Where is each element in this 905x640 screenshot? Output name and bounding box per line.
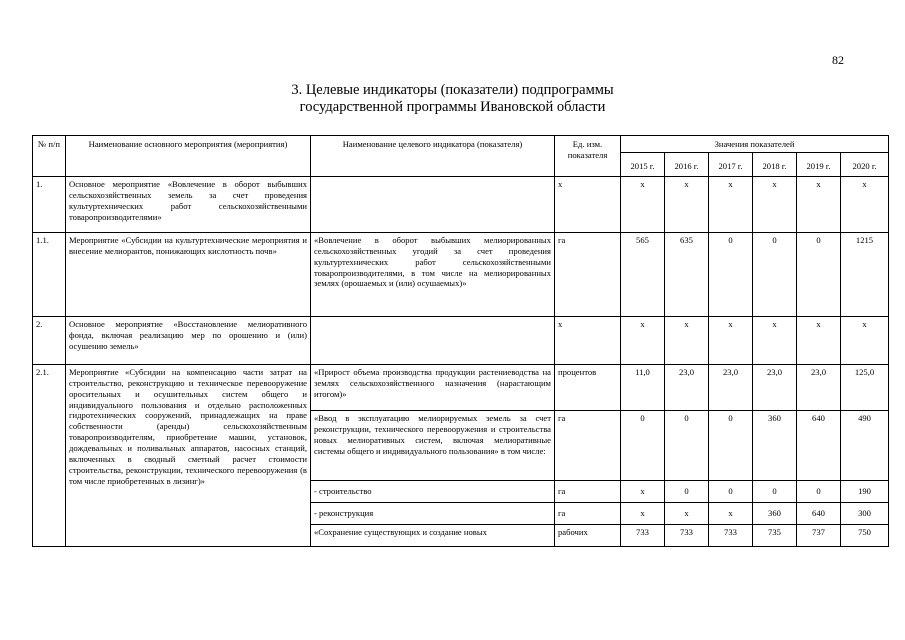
header-year: 2015 г. xyxy=(621,152,665,176)
row-num: 1.1. xyxy=(33,232,66,316)
row-unit: х xyxy=(555,316,621,364)
row-unit: процентов xyxy=(555,364,621,410)
row-unit: рабочих xyxy=(555,524,621,546)
row-value: 23,0 xyxy=(665,364,709,410)
row-value: 23,0 xyxy=(709,364,753,410)
row-value: 190 xyxy=(841,480,889,502)
row-event: Мероприятие «Субсидии на компенсацию части затрат на строительство, реконструкцию и техническое перевооружение оросительных и осушительных систем общего и индивидуального пользования и отдельно расположенных гидротехнических сооружений, принадлежащих на праве собственности (аренды) сельскохозяйственным товаропроизводителям, приобретение машин, установок, дождевальных и поливальных аппаратов, насосных станций, включенных в сводный сметный расчет стоимости строительства, реконструкции, технического перевооружения (в том числе приобретенных в лизинг)» xyxy=(66,364,311,546)
row-unit: га xyxy=(555,232,621,316)
row-value: 23,0 xyxy=(797,364,841,410)
row-value: 0 xyxy=(621,410,665,480)
row-value: х xyxy=(709,502,753,524)
row-value: 640 xyxy=(797,502,841,524)
row-value: 0 xyxy=(797,480,841,502)
row-value: 23,0 xyxy=(753,364,797,410)
row-value: х xyxy=(665,176,709,232)
row-indicator: - реконструкция xyxy=(311,502,555,524)
row-num: 2. xyxy=(33,316,66,364)
row-value: 490 xyxy=(841,410,889,480)
row-indicator: «Прирост объема производства продукции растениеводства на землях сельскохозяйственного назначения (нарастающим итогом)» xyxy=(311,364,555,410)
title-line-2: государственной программы Ивановской области xyxy=(299,99,606,115)
row-value: 735 xyxy=(753,524,797,546)
row-event: Мероприятие «Субсидии на культуртехнические мероприятия и внесение мелиорантов, понижающих кислотность почв» xyxy=(66,232,311,316)
row-value: 635 xyxy=(665,232,709,316)
row-value: х xyxy=(621,176,665,232)
header-year: 2018 г. xyxy=(753,152,797,176)
row-value: х xyxy=(797,176,841,232)
header-num: № п/п xyxy=(33,136,66,177)
row-value: 733 xyxy=(709,524,753,546)
row-value: 0 xyxy=(665,480,709,502)
row-value: 737 xyxy=(797,524,841,546)
page-title xyxy=(0,82,905,116)
row-value: 11,0 xyxy=(621,364,665,410)
page-number: 82 xyxy=(832,53,844,67)
row-value: х xyxy=(841,316,889,364)
header-year: 2019 г. xyxy=(797,152,841,176)
row-value: х xyxy=(753,316,797,364)
header-year: 2017 г. xyxy=(709,152,753,176)
row-value: 733 xyxy=(621,524,665,546)
indicators-table xyxy=(32,135,889,547)
row-value: х xyxy=(665,502,709,524)
header-unit: Ед. изм. показателя xyxy=(555,136,621,177)
row-event: Основное мероприятие «Восстановление мелиоративного фонда, включая реализацию мер по орошению и (или) осушению земель» xyxy=(66,316,311,364)
row-unit: га xyxy=(555,502,621,524)
row-value: 733 xyxy=(665,524,709,546)
row-indicator xyxy=(311,316,555,364)
header-indicator: Наименование целевого индикатора (показателя) xyxy=(311,136,555,177)
row-value: 0 xyxy=(753,232,797,316)
row-value: 640 xyxy=(797,410,841,480)
header-year: 2016 г. xyxy=(665,152,709,176)
row-value: 0 xyxy=(753,480,797,502)
table-header-row xyxy=(33,136,889,153)
row-value: х xyxy=(753,176,797,232)
table-row xyxy=(33,364,889,410)
row-value: 1215 xyxy=(841,232,889,316)
title-line-1: 3. Целевые индикаторы (показатели) подпрограммы xyxy=(291,82,614,98)
row-value: 0 xyxy=(797,232,841,316)
row-value: 565 xyxy=(621,232,665,316)
row-value: 360 xyxy=(753,410,797,480)
row-value: 750 xyxy=(841,524,889,546)
row-value: 0 xyxy=(709,480,753,502)
row-indicator: «Сохранение существующих и создание новых xyxy=(311,524,555,546)
row-value: 0 xyxy=(709,232,753,316)
row-value: х xyxy=(709,316,753,364)
header-event: Наименование основного мероприятия (мероприятия) xyxy=(66,136,311,177)
row-indicator xyxy=(311,176,555,232)
table-row xyxy=(33,232,889,316)
row-unit: х xyxy=(555,176,621,232)
row-indicator: - строительство xyxy=(311,480,555,502)
row-value: х xyxy=(621,502,665,524)
table-row xyxy=(33,176,889,232)
row-num: 1. xyxy=(33,176,66,232)
header-values: Значения показателей xyxy=(621,136,889,153)
row-value: 300 xyxy=(841,502,889,524)
row-indicator: «Вовлечение в оборот выбывших мелиорированных сельскохозяйственных угодий за счет проведения культуртехнических работ сельскохозяйственными товаропроизводителями, в том числе на мелиорированных землях (орошаемых и (или) осушаемых)» xyxy=(311,232,555,316)
table-row xyxy=(33,316,889,364)
row-indicator: «Ввод в эксплуатацию мелиорируемых земель за счет реконструкции, технического перевооружения и строительства новых мелиоративных систем, включая мелиоративные системы общего и индивидуального пользования» в том числе: xyxy=(311,410,555,480)
row-value: х xyxy=(709,176,753,232)
row-unit: га xyxy=(555,480,621,502)
row-event: Основное мероприятие «Вовлечение в оборот выбывших сельскохозяйственных земель за счет проведения культуртехнических работ сельскохозяйственными товаропроизводителями» xyxy=(66,176,311,232)
row-value: 125,0 xyxy=(841,364,889,410)
row-num: 2.1. xyxy=(33,364,66,546)
row-value: 0 xyxy=(665,410,709,480)
row-unit: га xyxy=(555,410,621,480)
row-value: х xyxy=(621,480,665,502)
header-year: 2020 г. xyxy=(841,152,889,176)
row-value: х xyxy=(621,316,665,364)
row-value: х xyxy=(841,176,889,232)
row-value: 0 xyxy=(709,410,753,480)
row-value: х xyxy=(797,316,841,364)
row-value: 360 xyxy=(753,502,797,524)
row-value: х xyxy=(665,316,709,364)
